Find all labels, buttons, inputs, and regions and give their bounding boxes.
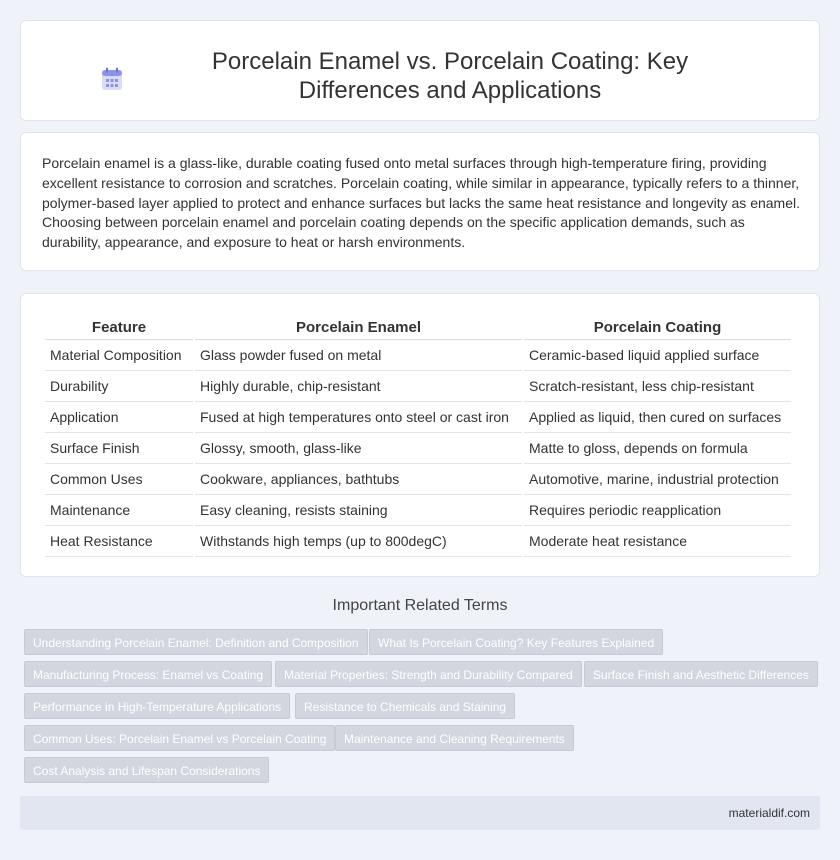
- related-term-tag[interactable]: Manufacturing Process: Enamel vs Coating: [24, 661, 272, 687]
- footer: [20, 796, 820, 830]
- table-cell: Moderate heat resistance: [524, 526, 791, 557]
- table-header-row: [45, 315, 791, 340]
- table-cell: Ceramic-based liquid applied surface: [524, 340, 791, 371]
- table-row: [45, 526, 791, 557]
- table-cell: Heat Resistance: [45, 526, 193, 557]
- table-row: [45, 464, 791, 495]
- header-porcelain-enamel: Porcelain Enamel: [195, 315, 522, 340]
- table-cell: Material Composition: [45, 340, 193, 371]
- table-cell: Glossy, smooth, glass-like: [195, 433, 522, 464]
- title-card: [20, 20, 820, 121]
- comparison-table-card: [20, 293, 820, 577]
- intro-paragraph: Porcelain enamel is a glass-like, durable coating fused onto metal surfaces through high-temperature firing, providing excellent resistance to corrosion and scratches. Porcelain coating, while similar in appearance, typically refers to a thinner, polymer-based layer applied to protect and enhance surfaces but lacks the same heat resistance and longevity as enamel. Choosing between porcelain enamel and porcelain coating depends on the specific application demands, such as durability, appearance, and exposure to heat or harsh environments.: [42, 155, 800, 251]
- header-feature: Feature: [45, 315, 193, 340]
- footer-site-name[interactable]: materialdif.com: [728, 806, 810, 820]
- header-porcelain-coating: Porcelain Coating: [524, 315, 791, 340]
- table-cell: Cookware, appliances, bathtubs: [195, 464, 522, 495]
- intro-card: [20, 132, 820, 271]
- table-cell: Matte to gloss, depends on formula: [524, 433, 791, 464]
- related-term-tag[interactable]: Common Uses: Porcelain Enamel vs Porcelain Coating: [24, 725, 335, 751]
- table-cell: Durability: [45, 371, 193, 402]
- table-row: [45, 433, 791, 464]
- table-cell: Highly durable, chip-resistant: [195, 371, 522, 402]
- related-term-tag[interactable]: Surface Finish and Aesthetic Differences: [584, 661, 818, 687]
- comparison-table: [43, 315, 793, 557]
- page-title: Porcelain Enamel vs. Porcelain Coating: Key Differences and Applications: [211, 48, 689, 104]
- table-cell: Requires periodic reapplication: [524, 495, 791, 526]
- related-term-tag[interactable]: What Is Porcelain Coating? Key Features Explained: [369, 629, 663, 655]
- table-cell: Application: [45, 402, 193, 433]
- table-cell: Maintenance: [45, 495, 193, 526]
- table-cell: Easy cleaning, resists staining: [195, 495, 522, 526]
- related-term-tag[interactable]: Maintenance and Cleaning Requirements: [335, 725, 574, 751]
- related-term-tag[interactable]: Material Properties: Strength and Durability Compared: [275, 661, 582, 687]
- related-terms-title: Important Related Terms: [332, 597, 508, 614]
- table-cell: Scratch-resistant, less chip-resistant: [524, 371, 791, 402]
- table-cell: Fused at high temperatures onto steel or cast iron: [195, 402, 522, 433]
- table-cell: Withstands high temps (up to 800degC): [195, 526, 522, 557]
- related-term-tag[interactable]: Performance in High-Temperature Applications: [24, 693, 290, 719]
- table-row: [45, 402, 791, 433]
- related-term-tag[interactable]: Understanding Porcelain Enamel: Definition and Composition: [24, 629, 368, 655]
- table-row: [45, 495, 791, 526]
- table-row: [45, 340, 791, 371]
- table-cell: Common Uses: [45, 464, 193, 495]
- related-term-tag[interactable]: Resistance to Chemicals and Staining: [295, 693, 515, 719]
- related-term-tag[interactable]: Cost Analysis and Lifespan Considerations: [24, 757, 269, 783]
- table-cell: Applied as liquid, then cured on surfaces: [524, 402, 791, 433]
- table-cell: Surface Finish: [45, 433, 193, 464]
- table-cell: Automotive, marine, industrial protection: [524, 464, 791, 495]
- table-cell: Glass powder fused on metal: [195, 340, 522, 371]
- table-row: [45, 371, 791, 402]
